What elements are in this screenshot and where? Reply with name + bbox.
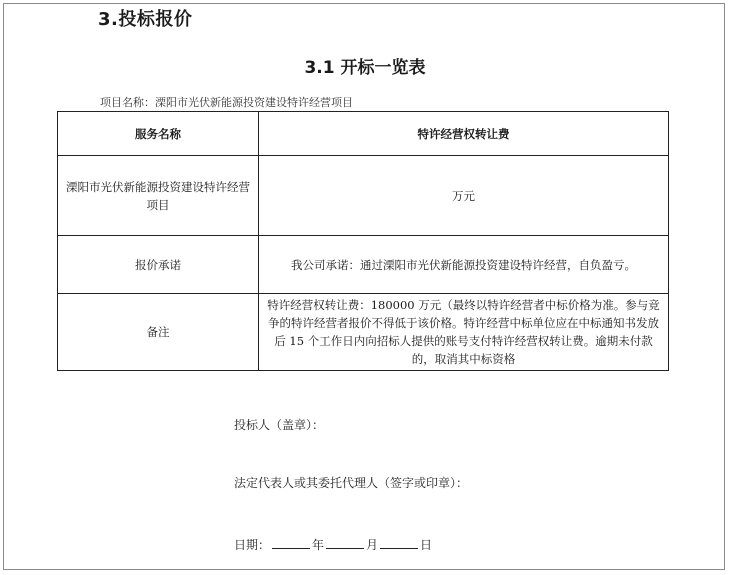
row-value-note: 特许经营权转让费：180000 万元（最终以特许经营者中标价格为准。参与竞争的特许经营者报价不得低于该价格。特许经营中标单位应在中标通知书发放后 15 个工作日内向招标人提供的账号支付特许经营权转让费。逾期未付款的，取消其中标资格 (259, 294, 669, 371)
day-label: 日 (420, 538, 433, 552)
row-value: 我公司承诺：通过溧阳市光伏新能源投资建设特许经营，自负盈亏。 (259, 236, 669, 294)
day-blank (380, 536, 418, 549)
row-label: 备注 (58, 294, 259, 371)
project-name-line: 项目名称：溧阳市光伏新能源投资建设特许经营项目 (100, 96, 353, 109)
bid-opening-table (57, 111, 669, 371)
year-label: 年 (312, 538, 325, 552)
date-label: 日期： (234, 538, 271, 552)
row-label: 报价承诺 (58, 236, 259, 294)
table-title: 3.1 开标一览表 (304, 58, 426, 78)
year-blank (272, 536, 310, 549)
header-service-name: 服务名称 (58, 112, 259, 156)
section-title: 3.投标报价 (98, 9, 193, 30)
month-blank (326, 536, 364, 549)
table-header-row (58, 112, 669, 156)
header-transfer-fee: 特许经营权转让费 (259, 112, 669, 156)
row-label: 溧阳市光伏新能源投资建设特许经营项目 (58, 156, 259, 236)
row-value: 万元 (259, 156, 669, 236)
date-line (234, 536, 432, 553)
table-row (58, 156, 669, 236)
bidder-seal-line: 投标人（盖章）： (234, 418, 325, 432)
table-row (58, 236, 669, 294)
table-row (58, 294, 669, 371)
representative-signature-line: 法定代表人或其委托代理人（签字或印章）： (234, 476, 469, 490)
month-label: 月 (366, 538, 379, 552)
